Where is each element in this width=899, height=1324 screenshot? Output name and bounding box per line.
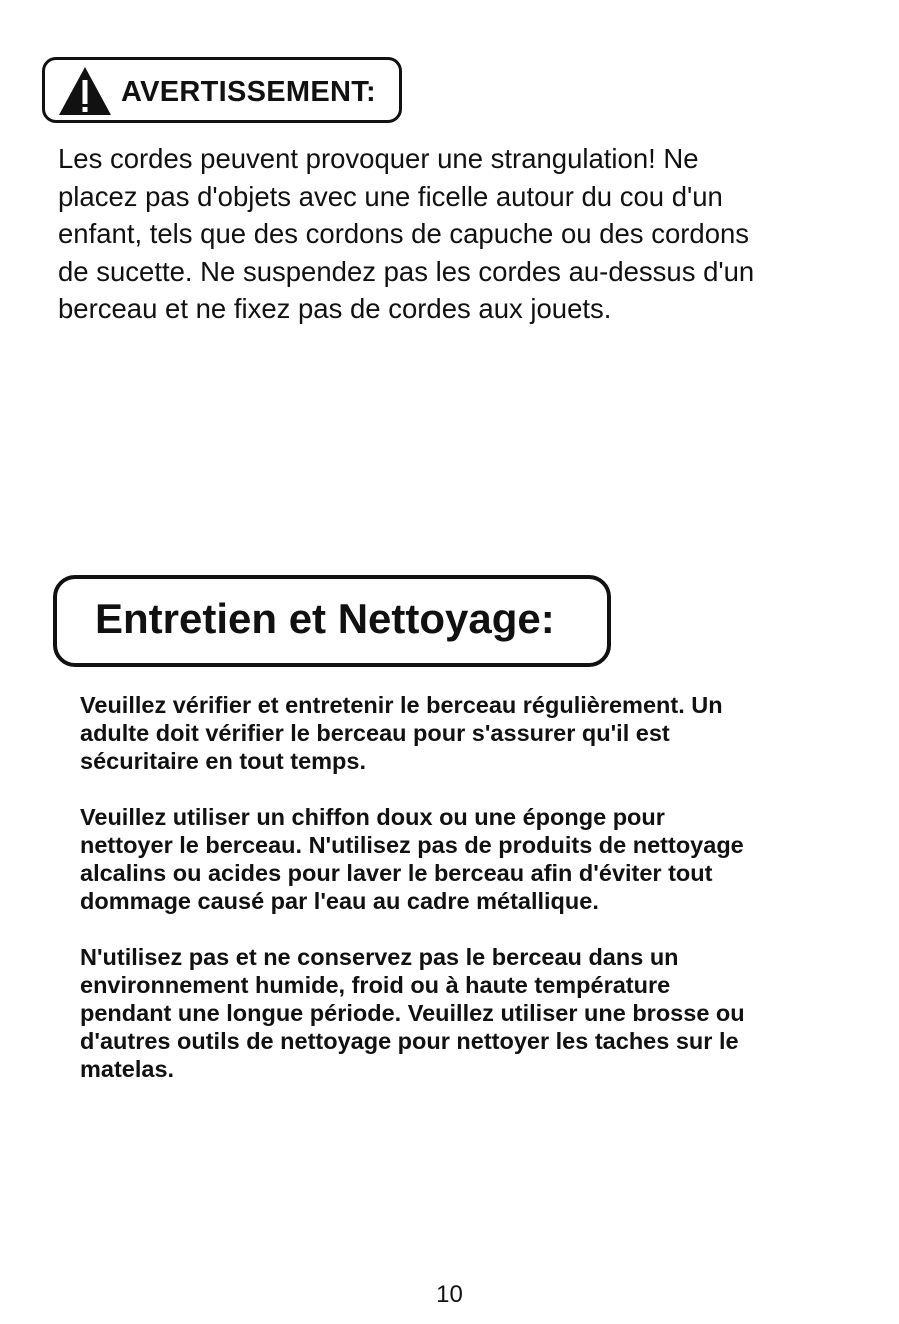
- maintenance-header-box: [53, 575, 611, 667]
- maintenance-paragraph: [80, 691, 870, 775]
- warning-text-line: Les cordes peuvent provoquer une strangulation! Ne: [58, 143, 699, 174]
- warning-title: AVERTISSEMENT:: [121, 76, 377, 108]
- paragraph-line: sécuritaire en tout temps.: [80, 748, 366, 774]
- warning-text: [58, 140, 858, 328]
- paragraph-line: pendant une longue période. Veuillez utiliser une brosse ou: [80, 1000, 745, 1026]
- paragraph-line: adulte doit vérifier le berceau pour s'assurer qu'il est: [80, 720, 670, 746]
- warning-text-line: placez pas d'objets avec une ficelle autour du cou d'un: [58, 180, 723, 212]
- warning-triangle-icon: [57, 65, 113, 117]
- page-number: 10: [436, 1281, 463, 1308]
- paragraph-line: matelas.: [80, 1056, 175, 1082]
- paragraph-line: dommage causé par l'eau au cadre métallique.: [80, 888, 599, 914]
- paragraph-line: alcalins ou acides pour laver le berceau afin d'éviter tout: [80, 860, 713, 886]
- warning-text-line: berceau et ne fixez pas de cordes aux jouets.: [58, 293, 612, 324]
- maintenance-paragraph: [80, 943, 870, 1083]
- paragraph-line: environnement humide, froid ou à haute température: [80, 972, 671, 998]
- warning-header-box: [42, 57, 402, 123]
- paragraph-line: d'autres outils de nettoyage pour nettoyer les taches sur le: [80, 1028, 739, 1054]
- maintenance-paragraph: [80, 803, 870, 915]
- paragraph-line: N'utilisez pas et ne conservez pas le berceau dans un: [80, 944, 679, 970]
- paragraph-line: nettoyer le berceau. N'utilisez pas de produits de nettoyage: [80, 832, 744, 858]
- warning-text-line: enfant, tels que des cordons de capuche ou des cordons: [58, 218, 750, 249]
- warning-text-line: de sucette. Ne suspendez pas les cordes au-dessus d'un: [58, 255, 755, 287]
- section-title: Entretien et Nettoyage:: [95, 595, 555, 642]
- paragraph-line: Veuillez utiliser un chiffon doux ou une éponge pour: [80, 804, 665, 830]
- paragraph-line: Veuillez vérifier et entretenir le berceau régulièrement. Un: [80, 692, 723, 718]
